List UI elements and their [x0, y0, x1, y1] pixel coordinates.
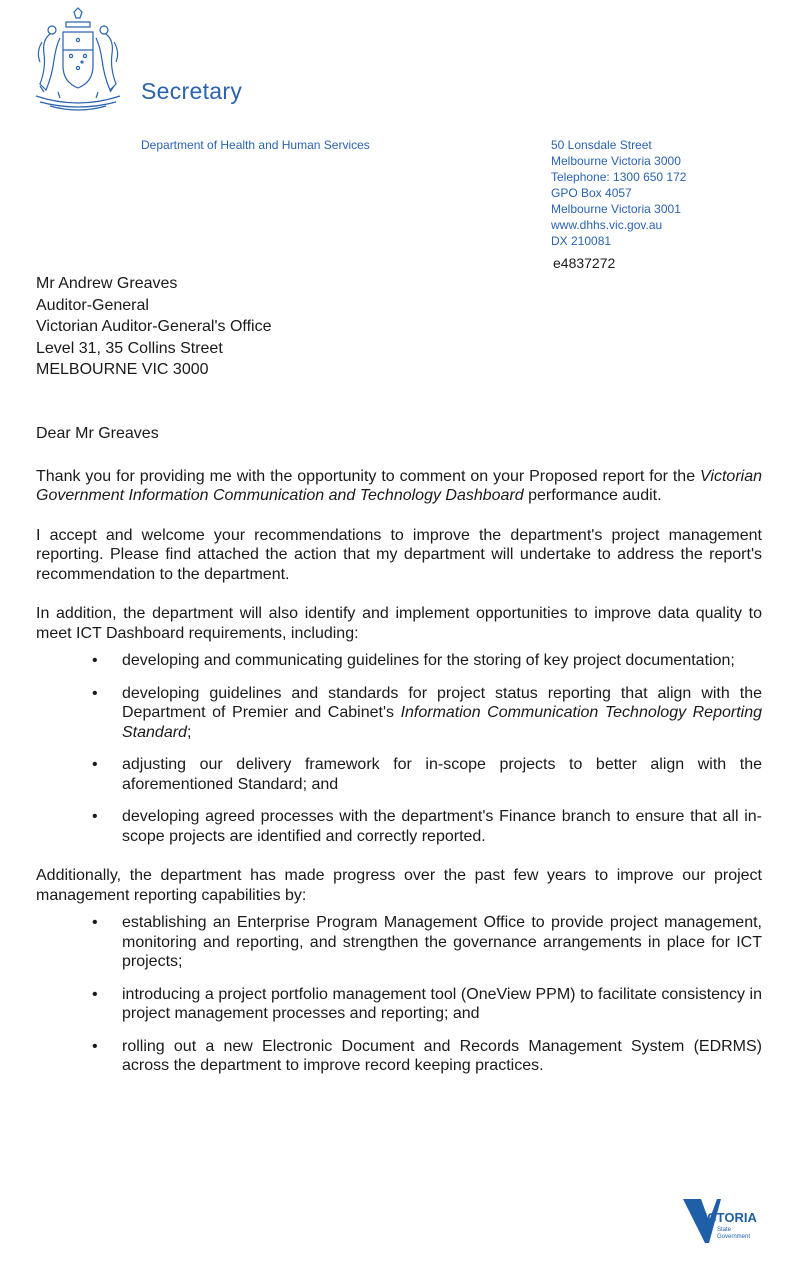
paragraph-text: Thank you for providing me with the opportunity to comment on your Proposed report for the [36, 467, 701, 485]
address-line: MELBOURNE VIC 3000 [36, 361, 209, 378]
bullet: • [92, 1037, 98, 1055]
list-item [36, 913, 762, 972]
paragraph-progress: Additionally, the department has made progress over the past few years to improve our project management reporting capabilities by: [36, 867, 762, 904]
address-line: Level 31, 35 Collins Street [36, 339, 223, 357]
list-item-text: developing guidelines and standards for project status reporting that align with the Department of Premier and Cabinet's [122, 684, 762, 721]
logo-line-government: Government [717, 1234, 751, 1240]
list-item-text: adjusting our delivery framework for in-scope projects to better align with the aforementioned Standard; and [122, 756, 762, 793]
logo-brand-text: VICTORIA [695, 1210, 757, 1225]
bullet: • [92, 808, 98, 825]
bullet: • [92, 985, 98, 1003]
letter-body [36, 424, 762, 1096]
contact-line: 50 Lonsdale Street [551, 138, 652, 152]
bullet: • [92, 914, 98, 931]
list-item [36, 1037, 762, 1076]
list-item-text: ; [186, 723, 192, 741]
list-item [36, 651, 762, 671]
list-item-text: introducing a project portfolio management tool (OneView PPM) to facilitate consistency in project management processes and reporting; and [122, 985, 762, 1022]
recipient-address [36, 273, 271, 381]
contact-line: Telephone: 1300 650 172 [551, 170, 687, 184]
paragraph-intro [36, 467, 762, 506]
list-item [36, 807, 762, 846]
list-item-text: rolling out a new Electronic Document and Records Management System (EDRMS) across the department to improve record keeping practices. [122, 1037, 762, 1074]
contact-line: Melbourne Victoria 3001 [551, 202, 681, 216]
list-item [36, 684, 762, 743]
contact-line: GPO Box 4057 [551, 186, 632, 200]
report-title: Victorian Government Information Communication and Technology Dashboard [36, 467, 762, 504]
address-line: Victorian Auditor-General's Office [36, 318, 272, 335]
contact-line: Melbourne Victoria 3000 [551, 154, 681, 168]
list-item [36, 755, 762, 794]
contact-line: DX 210081 [551, 234, 612, 248]
standard-title: Information Communication Technology Reporting Standard [122, 704, 763, 741]
address-line: Mr Andrew Greaves [36, 275, 178, 292]
coat-of-arms-icon [30, 6, 125, 118]
salutation: Dear Mr Greaves [36, 425, 159, 442]
list-item-text: developing agreed processes with the department's Finance branch to ensure that all in-scope projects are identified and correctly reported. [122, 808, 762, 845]
bullet: • [92, 756, 98, 773]
list-item-text: establishing an Enterprise Program Management Office to provide project management, monitoring and reporting, and strengthen the governance arrangements in place for ICT projects; [122, 914, 762, 970]
office-title: Secretary [141, 78, 243, 104]
bullet: • [92, 684, 98, 702]
list-item-text: developing and communicating guidelines for the storing of key project documentation; [122, 652, 735, 669]
paragraph-addition: In addition, the department will also identify and implement opportunities to improve data quality to meet ICT Dashboard requirements, including: [36, 605, 762, 642]
bullet: • [92, 652, 98, 669]
paragraph-text: performance audit. [523, 487, 662, 504]
reference-number: e4837272 [553, 255, 616, 271]
paragraph-accept: I accept and welcome your recommendations to improve the department's project management reporting. Please find attached the action that my department will undertake to address the report's recommendation to the department. [36, 526, 762, 583]
capabilities-list [36, 913, 762, 1076]
department-name: Department of Health and Human Services [141, 138, 370, 152]
contact-line: www.dhhs.vic.gov.au [551, 218, 663, 232]
contact-details [551, 137, 686, 249]
data-quality-list [36, 651, 762, 846]
list-item [36, 985, 762, 1024]
logo-line-state: State [717, 1227, 732, 1233]
victoria-state-government-logo [681, 1197, 771, 1245]
address-line: Auditor-General [36, 296, 149, 314]
